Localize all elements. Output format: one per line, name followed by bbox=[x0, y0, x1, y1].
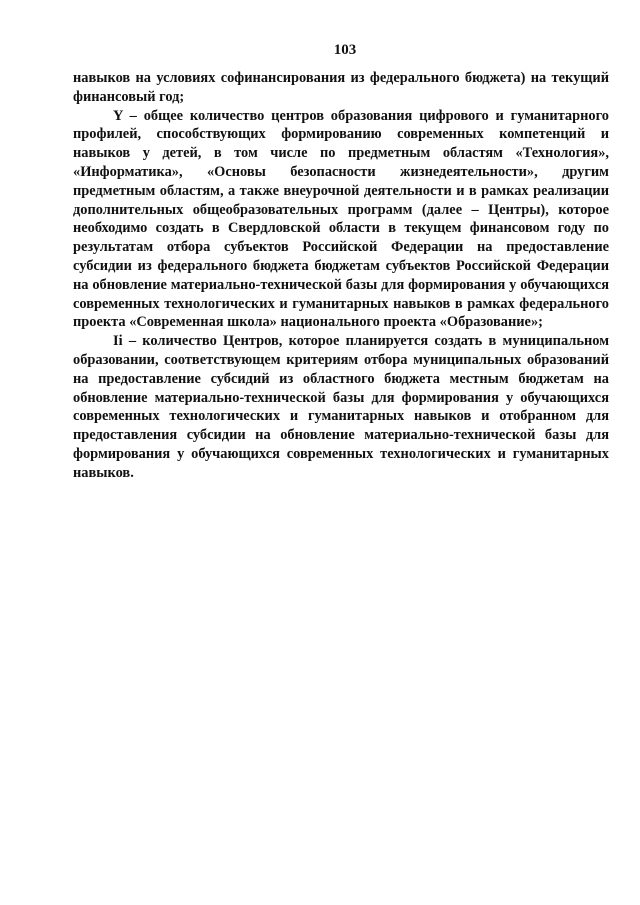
paragraph-continuation: навыков на условиях софинансирования из федерального бюджета) на текущий финансовый год; bbox=[73, 70, 609, 105]
page-number: 103 bbox=[333, 42, 357, 58]
document-page bbox=[73, 40, 609, 483]
paragraph-definition-y: Y – общее количество центров образования цифрового и гуманитарного профилей, способствующих формированию современных компетенций и навыков у детей, в том числе по предметным областям «Технология», «Информатика», «Основы безопасности жизнедеятельности», другим предметным областям, а также внеурочной деятельности и в рамках реализации дополнительных общеобразовательных программ (далее – Центры), которое необходимо создать в Свердловской области в текущем финансовом году по результатам отбора субъектов Российской Федерации на предоставление субсидии из федерального бюджета бюджетам субъектов Российской Федерации на обновление материально-технической базы для формирования у обучающихся современных технологических и гуманитарных навыков в рамках федерального проекта «Современная школа» национального проекта «Образование»; bbox=[73, 107, 609, 331]
paragraph-definition-ii: Ii – количество Центров, которое планируется создать в муниципальном образовании, соответствующем критериям отбора муниципальных образований на предоставление субсидий из областного бюджета местным бюджетам на обновление материально-технической базы для формирования у обучающихся современных технологических и гуманитарных навыков и отобранном для предоставления субсидии на обновление материально-технической базы для формирования у обучающихся современных технологических и гуманитарных навыков. bbox=[73, 333, 609, 481]
